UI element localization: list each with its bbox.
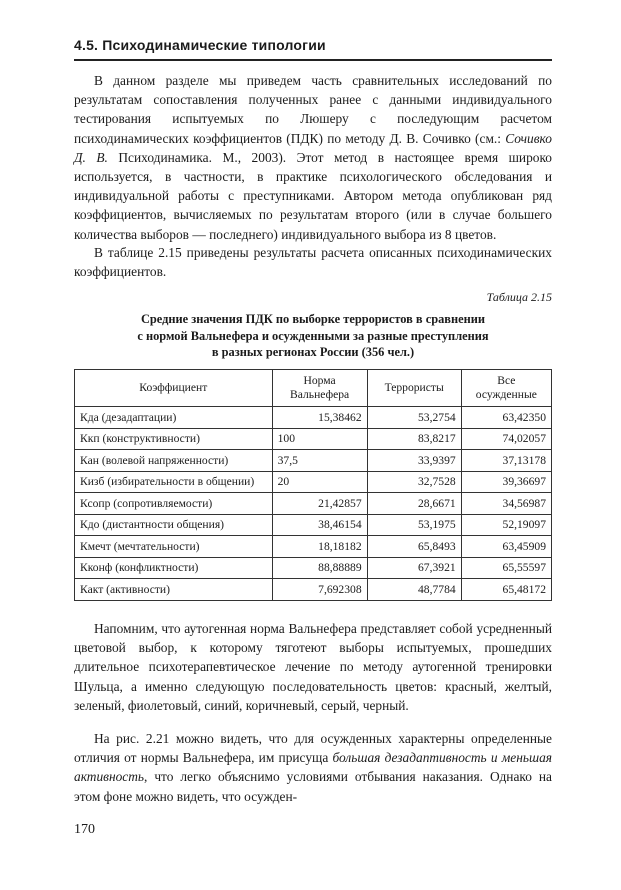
- cell-coefficient: Кдо (дистантности общения): [75, 514, 273, 536]
- header-norm-line2: Вальнефера: [290, 388, 350, 401]
- page-number: 170: [74, 822, 95, 837]
- table-caption-line3: в разных регионах России (356 чел.): [211, 345, 415, 359]
- cell-convicted: 65,48172: [461, 579, 551, 601]
- cell-convicted: 39,36697: [461, 471, 551, 493]
- cell-norm: 21,42857: [272, 493, 367, 515]
- paragraph-intro: [74, 71, 552, 244]
- header-coefficient: Коэффициент: [75, 370, 273, 407]
- header-norm: [272, 370, 367, 407]
- cell-norm: 15,38462: [272, 407, 367, 429]
- cell-convicted: 74,02057: [461, 428, 551, 450]
- paragraph-figure-ref-text: На рис. 2.21 можно видеть, что для осужденных характерны определенные отличия от нормы Вальнефера, им присуща: [74, 731, 552, 766]
- table-label: Таблица 2.15: [486, 290, 552, 304]
- coefficients-table: [74, 369, 552, 601]
- paragraph-figure-ref: [74, 729, 552, 806]
- cell-convicted: 65,55597: [461, 557, 551, 579]
- cell-coefficient: Какт (активности): [75, 579, 273, 601]
- cell-norm: 38,46154: [272, 514, 367, 536]
- cell-norm: 100: [272, 428, 367, 450]
- table-row: [75, 579, 552, 601]
- cell-terrorists: 53,2754: [367, 407, 461, 429]
- table-caption-line2: с нормой Вальнефера и осужденными за разные преступления: [137, 328, 489, 343]
- cell-norm: 37,5: [272, 450, 367, 472]
- paragraph-norm: Напомним, что аутогенная норма Вальнефера представляет собой усредненный цветовой выбор, к которому тяготеют выборы испытуемых, прошедших длительное психотерапевтическое лечение по методу аутогенной тренировки Шульца, а именно следующую последовательность цветов: красный, желтый, зеленый, фиолетовый, синий, коричневый, серый, черный.: [74, 621, 552, 713]
- cell-coefficient: Кан (волевой напряженности): [75, 450, 273, 472]
- cell-norm: 7,692308: [272, 579, 367, 601]
- cell-coefficient: Кизб (избирательности в общении): [75, 471, 273, 493]
- header-rule: [74, 59, 552, 61]
- paragraph-intro-end: Психодинамика. М., 2003). Этот метод в настоящее время широко используется, в частности, в практике психологического обследования и индивидуальной работы с преступниками. Автором метода опубликован ряд коэффициентов, вычисляемых по результатам второго (или в случае большего количества выборов — последнего) индивидуального выбора из 8 цветов.: [74, 149, 552, 242]
- cell-terrorists: 53,1975: [367, 514, 461, 536]
- paragraph-intro-text: В данном разделе мы приведем часть сравнительных исследований по результатам сопоставления полученных ранее с данными индивидуального тестирования испытуемых по Люшеру с последующим расчетом психодинамических коэффициентов (ПДК) по методу Д. В. Сочивко (см.:: [74, 73, 552, 146]
- header-norm-line1: Норма: [303, 374, 336, 387]
- cell-terrorists: 83,8217: [367, 428, 461, 450]
- paragraph-figure-ref-emphasis: большая дезадаптивность и меньшая активность: [74, 750, 552, 785]
- cell-terrorists: 65,8493: [367, 536, 461, 558]
- table-row: [75, 514, 552, 536]
- cell-coefficient: Кмечт (мечтательности): [75, 536, 273, 558]
- cell-norm: 88,88889: [272, 557, 367, 579]
- table-row: [75, 536, 552, 558]
- cell-coefficient: Кда (дезадаптации): [75, 407, 273, 429]
- header-convicted: [461, 370, 551, 407]
- table-caption-line1: Средние значения ПДК по выборке террористов в сравнении: [140, 312, 486, 326]
- table-row: [75, 493, 552, 515]
- cell-norm: 18,18182: [272, 536, 367, 558]
- table-row: [75, 557, 552, 579]
- cell-terrorists: 28,6671: [367, 493, 461, 515]
- cell-norm: 20: [272, 471, 367, 493]
- table-row: [75, 450, 552, 472]
- cell-convicted: 63,45909: [461, 536, 551, 558]
- cell-convicted: 52,19097: [461, 514, 551, 536]
- section-header: 4.5. Психодинамические типологии: [74, 37, 326, 53]
- header-convicted-line2: осужденные: [475, 388, 537, 401]
- cell-terrorists: 48,7784: [367, 579, 461, 601]
- cell-terrorists: 32,7528: [367, 471, 461, 493]
- paragraph-intro-author: Сочивко Д. В.: [74, 130, 552, 165]
- cell-terrorists: 33,9397: [367, 450, 461, 472]
- paragraph-table-ref: В таблице 2.15 приведены результаты расчета описанных психодинамических коэффициентов.: [74, 245, 552, 280]
- cell-coefficient: Кконф (конфликтности): [75, 557, 273, 579]
- table-row: [75, 428, 552, 450]
- header-terrorists: Террористы: [367, 370, 461, 407]
- table-caption: [74, 311, 552, 361]
- header-convicted-line1: Все: [497, 374, 516, 387]
- cell-coefficient: Ккп (конструктивности): [75, 428, 273, 450]
- table-row: [75, 407, 552, 429]
- cell-convicted: 37,13178: [461, 450, 551, 472]
- table-row: [75, 471, 552, 493]
- table-header-row: [75, 370, 552, 407]
- paragraph-figure-ref-end: , что легко объяснимо условиями отбывания наказания. Однако на этом фоне можно видеть, что осужден-: [74, 769, 552, 804]
- cell-convicted: 63,42350: [461, 407, 551, 429]
- cell-terrorists: 67,3921: [367, 557, 461, 579]
- cell-convicted: 34,56987: [461, 493, 551, 515]
- cell-coefficient: Ксопр (сопротивляемости): [75, 493, 273, 515]
